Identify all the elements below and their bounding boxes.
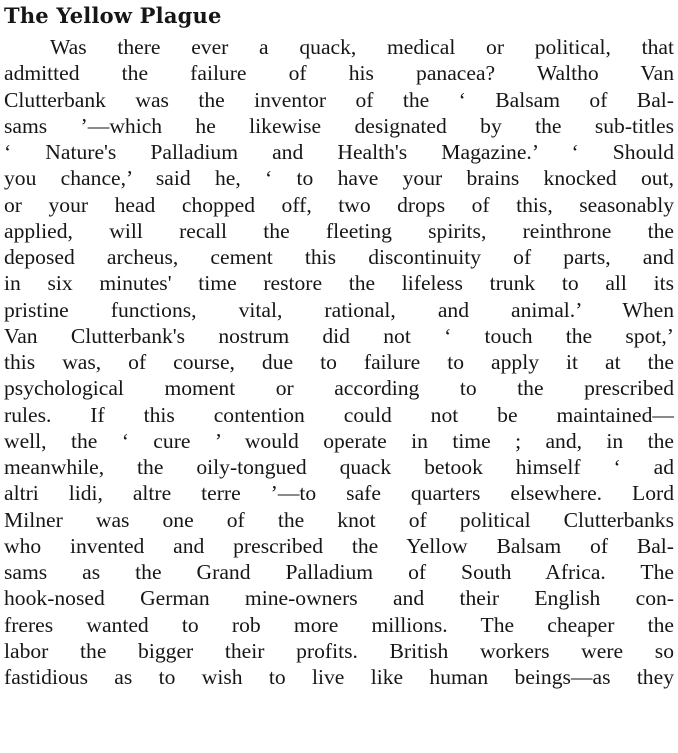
body-line: pristine functions, vital, rational, and animal.’ When: [4, 297, 674, 322]
body-line: fastidious as to wish to live like human beings—as they: [4, 665, 674, 689]
body-line: freres wanted to rob more millions. The cheaper the: [4, 612, 674, 637]
article-title: The Yellow Plague: [4, 3, 222, 28]
body-line: meanwhile, the oily-tongued quack betook himself ‘ ad: [4, 455, 674, 479]
body-line: psychological moment or according to the prescribed: [4, 376, 674, 401]
body-line: Van Clutterbank's nostrum did not ‘ touch the spot,’: [4, 323, 674, 348]
body-line: who invented and prescribed the Yellow Balsam of Bal-: [4, 533, 674, 558]
body-line: you chance,’ said he, ‘ to have your brains knocked out,: [4, 166, 674, 191]
body-line: admitted the failure of his panacea? Waltho Van: [4, 61, 674, 86]
body-line: rules. If this contention could not be maintained—: [4, 402, 674, 427]
body-line: Was there ever a quack, medical or political, that: [50, 35, 674, 59]
body-line: well, the ‘ cure ’ would operate in time ; and, in the: [4, 428, 674, 453]
body-line: hook-nosed German mine-owners and their English con-: [4, 586, 674, 611]
body-line: sams ’—which he likewise designated by the sub-titles: [4, 113, 674, 138]
body-line: altri lidi, altre terre ’—to safe quarters elsewhere. Lord: [4, 481, 674, 506]
body-line: sams as the Grand Palladium of South Africa. The: [4, 560, 674, 584]
body-line: in six minutes' time restore the lifeless trunk to all its: [4, 271, 674, 296]
body-line: Clutterbank was the inventor of the ‘ Balsam of Bal-: [4, 87, 674, 112]
body-line: or your head chopped off, two drops of this, seasonably: [4, 192, 674, 217]
body-line: deposed archeus, cement this discontinuity of parts, and: [4, 245, 674, 269]
article-body: [4, 34, 674, 690]
body-line: applied, will recall the fleeting spirits, reinthrone the: [4, 218, 674, 243]
body-line: ‘ Nature's Palladium and Health's Magazine.’ ‘ Should: [4, 140, 674, 164]
body-line: labor the bigger their profits. British workers were so: [4, 638, 674, 663]
body-line: Milner was one of the knot of political Clutterbanks: [4, 507, 674, 532]
body-line: this was, of course, due to failure to apply it at the: [4, 350, 674, 374]
